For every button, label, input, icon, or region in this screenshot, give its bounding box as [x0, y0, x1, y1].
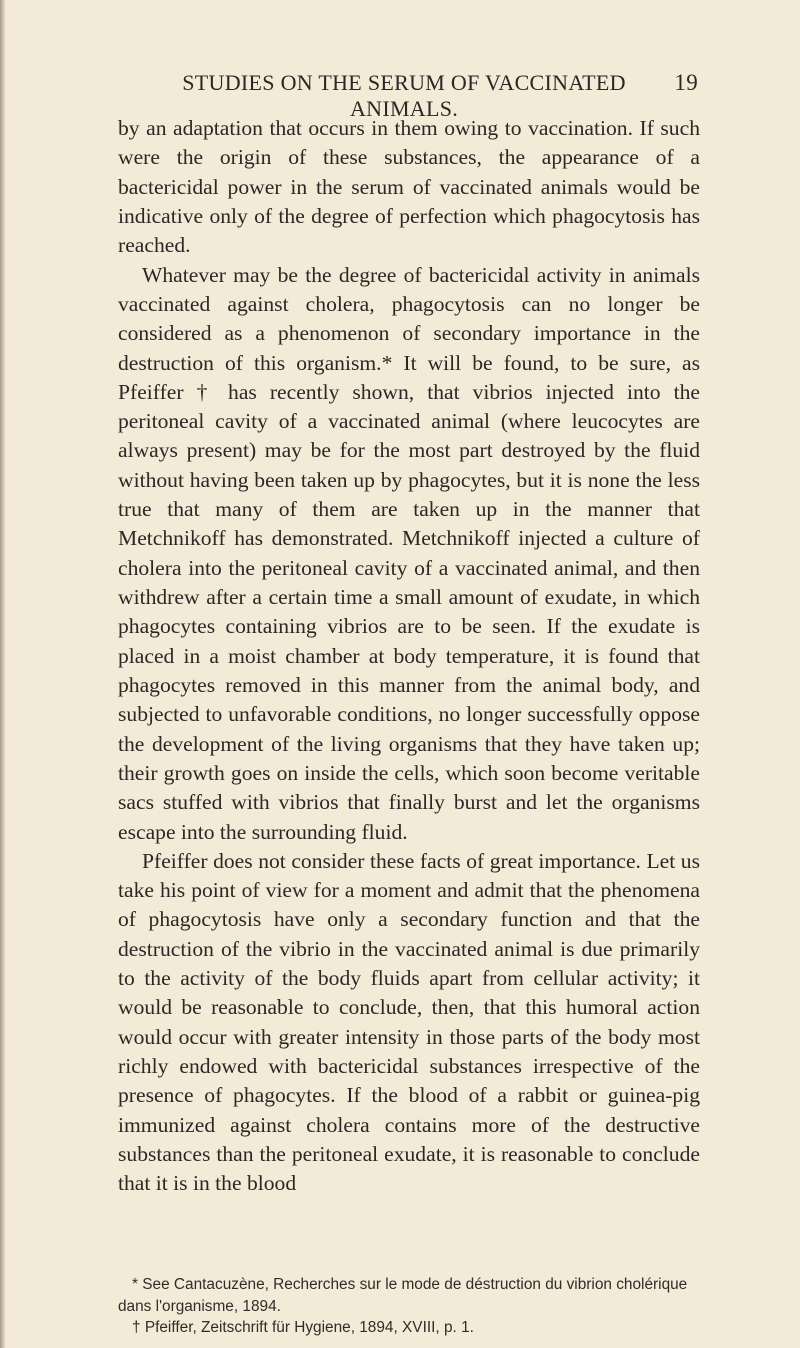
paragraph-pfeiffer: Pfeiffer does not consider these facts of great importance. Let us take his point of view for a moment and admit that the phenomena of phagocytosis have only a secondary function and that the destruction of the vibrio in the vaccinated animal is due primarily to the activity of the body fluids apart from cellular activity; it would be reasonable to conclude, then, that this humoral action would occur with greater intensity in those parts of the body most richly endowed with bactericidal substances irrespective of the presence of phagocytes. If the blood of a rabbit or guinea-pig immunized against cholera contains more of the destructive substances than the peritoneal exudate, it is reasonable to conclude that it is in the blood — [118, 848, 700, 1196]
paragraph-phagocytosis: Whatever may be the degree of bactericidal activity in animals vaccinated against cholera, phagocytosis can no longer be considered as a phenomenon of secondary importance in the destruction of this organism.* It will be found, to be sure, as Pfeiffer † has recently shown, that vibrios injected into the peritoneal cavity of a vaccinated animal (where leucocytes are always present) may be for the most part destroyed by the fluid without having been taken up by phagocytes, but it is none the less true that many of them are taken up in the manner that Metchnikoff has demonstrated. Metchnikoff injected a culture of cholera into the peritoneal cavity of a vaccinated animal, and then withdrew after a certain time a small amount of exudate, in which phagocytes containing vibrios are to be seen. If the exudate is placed in a moist chamber at body temperature, it is found that phagocytes removed in this manner from the animal body, and subjected to unfavorable conditions, no longer successfully oppose the development of the living organisms that they have taken up; their growth goes on inside the cells, which soon become veritable sacs stuffed with vibrios that finally burst and let the organisms escape into the surrounding fluid. — [118, 262, 700, 844]
page-edge-shadow — [0, 0, 5, 1348]
paragraph-continuation: by an adaptation that occurs in them owing to vaccination. If such were the origin of these substances, the appearance of a bactericidal power in the serum of vaccinated animals would be indicative only of the degree of perfection which phagocytosis has reached. — [118, 116, 700, 258]
body-text — [118, 114, 700, 1199]
footnote-cantacuzene: * See Cantacuzène, Recherches sur le mode de déstruction du vibrion cholérique dans l'organisme, 1894. — [118, 1276, 688, 1315]
footnotes — [118, 1274, 700, 1339]
page-number: 19 — [674, 70, 698, 95]
running-head-title: STUDIES ON THE SERUM OF VACCINATED ANIMALS. — [182, 70, 626, 121]
running-head — [118, 70, 698, 121]
footnote-pfeiffer: † Pfeiffer, Zeitschrift für Hygiene, 1894, XVIII, p. 1. — [132, 1319, 474, 1336]
